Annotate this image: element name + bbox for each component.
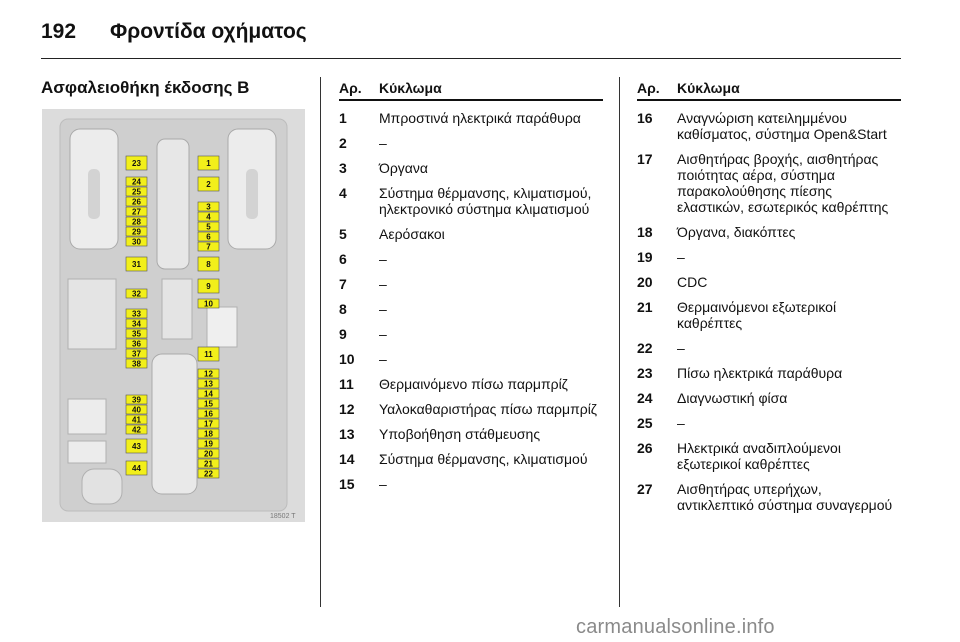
fuse-number: 5 [339,226,347,242]
connector-right-slot [246,169,258,219]
table-row [339,226,603,242]
table-row [637,274,901,290]
fuse-label: 5 [206,222,211,232]
column-divider-1 [320,77,321,607]
fuse-label: 28 [132,217,141,227]
fuse-circuit: – [379,301,387,317]
fuse-number: 4 [339,185,347,201]
fuse-label: 2 [206,180,211,189]
fuse-label: 17 [204,419,213,429]
fuse-label: 42 [132,425,141,435]
fuse-number: 19 [637,249,653,265]
fuse-number: 13 [339,426,355,442]
fuse-circuit: Αερόσακοι [379,226,445,242]
fuses-left-column [126,156,147,475]
table-row [339,160,603,176]
fuse-label: 25 [132,187,141,197]
table-row [339,451,603,467]
page-number: 192 [41,20,77,43]
cable-bundle [82,469,122,504]
fuse-number: 17 [637,151,653,167]
fuse-label: 15 [204,399,213,409]
fuse-box-svg [42,109,305,522]
fuse-label: 37 [132,349,141,359]
fuse-number: 22 [637,340,653,356]
fuse-label: 11 [204,350,213,359]
fuse-label: 19 [204,439,213,449]
table-row [637,340,901,356]
header-circuit: Κύκλωμα [379,80,442,96]
header-number: Αρ. [339,80,362,96]
fuse-number: 24 [637,390,653,406]
connector-center [157,139,189,269]
table-row [339,326,603,342]
fuse-label: 29 [132,227,141,237]
relay-block-left [68,279,116,349]
table-row [637,440,901,472]
fuse-circuit: – [379,251,387,267]
relay-lower-left-2 [68,441,106,463]
fuse-label: 27 [132,207,141,217]
page-title: Φροντίδα οχήματος [110,20,307,43]
fuse-number: 3 [339,160,347,176]
fuse-table-left [339,80,603,492]
top-rule [41,58,901,59]
fuse-number: 8 [339,301,347,317]
table-row [339,251,603,267]
fuse-number: 26 [637,440,653,456]
fuse-label: 20 [204,449,213,459]
fuse-label: 32 [132,289,141,299]
table-header [637,80,901,101]
table-row [339,135,603,151]
fuse-number: 11 [339,376,354,392]
table-header [339,80,603,101]
fuse-number: 9 [339,326,347,342]
table-row [339,276,603,292]
fuse-circuit: Διαγνωστική φίσα [677,390,788,406]
fuse-circuit: Πίσω ηλεκτρικά παράθυρα [677,365,843,381]
fuse-label: 31 [132,260,141,269]
column-divider-2 [619,77,620,607]
fuse-circuit: – [677,415,685,431]
table-row [637,415,901,431]
diagram-ref-code: 18502 T [270,513,296,520]
table-row [637,365,901,381]
fuse-label: 7 [206,242,211,252]
connector-left-slot [88,169,100,219]
fuse-label: 38 [132,359,141,369]
watermark: carmanualsonline.info [576,616,775,638]
fuse-circuit: – [379,326,387,342]
table-row [637,390,901,406]
fuse-label: 44 [132,464,141,473]
fuse-label: 4 [206,212,211,222]
fuse-label: 14 [204,389,213,399]
fuse-label: 36 [132,339,141,349]
fuse-circuit: Αισθητήρας υπερήχων, αντικλεπτικό σύστημα συναγερμού [677,481,893,513]
header-circuit: Κύκλωμα [677,80,740,96]
fuse-circuit: Υαλοκαθαριστήρας πίσω παρμπρίζ [379,401,597,417]
fuse-number: 23 [637,365,653,381]
fuse-label: 6 [206,232,211,242]
header-number: Αρ. [637,80,660,96]
fuse-label: 40 [132,405,141,415]
fuse-label: 23 [132,159,141,168]
table-row [637,299,901,331]
fuse-circuit: Αναγνώριση κατειλημμένου καθίσματος, σύστημα Open&Start [677,110,887,142]
fuse-circuit: Θερμαινόμενοι εξωτερικοί καθρέπτες [677,299,837,331]
relay-lower-left-1 [68,399,106,434]
fuse-label: 12 [204,369,213,379]
fuse-number: 10 [339,351,355,367]
fuse-circuit: Σύστημα θέρμανσης, κλιματισμού [379,451,588,467]
fuse-number: 16 [637,110,653,126]
fuse-label: 13 [204,379,213,389]
fuse-box-diagram [42,109,305,522]
fuse-number: 18 [637,224,653,240]
fuse-label: 1 [206,159,211,168]
fuse-label: 10 [204,299,213,309]
table-row [339,110,603,126]
table-row [339,301,603,317]
fuse-circuit: Μπροστινά ηλεκτρικά παράθυρα [379,110,581,126]
fuse-number: 27 [637,481,653,497]
table-body-right [637,110,901,513]
fuse-circuit: Αισθητήρας βροχής, αισθητήρας ποιότητας αέρα, σύστημα παρακολούθησης πίεσης ελαστικών, εσωτερικός καθρέπτης [677,151,889,215]
fuse-label: 26 [132,197,141,207]
fuse-circuit: Σύστημα θέρμανσης, κλιματισμού, ηλεκτρονικό σύστημα κλιματισμού [379,185,592,217]
table-row [339,401,603,417]
fuse-label: 43 [132,442,141,451]
fuse-circuit: Όργανα, διακόπτες [677,224,796,240]
fuse-number: 21 [637,299,653,315]
table-row [637,224,901,240]
fuse-circuit: – [379,351,387,367]
relay-block-mid [162,279,192,339]
fuse-number: 1 [339,110,347,126]
section-title: Ασφαλειοθήκη έκδοσης B [41,78,250,97]
fuse-circuit: – [379,135,387,151]
fuse-circuit: – [379,276,387,292]
table-row [339,376,603,392]
fuse-circuit: Όργανα [379,160,428,176]
table-row [339,476,603,492]
table-row [637,110,901,142]
fuse-label: 22 [204,469,213,479]
fuse-circuit: Ηλεκτρικά αναδιπλούμενοι εξωτερικοί καθρέπτες [677,440,841,472]
table-row [637,249,901,265]
fuse-number: 20 [637,274,653,290]
fuse-number: 25 [637,415,653,431]
table-row [637,151,901,215]
fuse-circuit: – [379,476,387,492]
fuse-label: 21 [204,459,213,469]
fuse-circuit: Υποβοήθηση στάθμευσης [379,426,541,442]
fuse-circuit: Θερμαινόμενο πίσω παρμπρίζ [379,376,568,392]
fuse-number: 7 [339,276,347,292]
fuse-number: 2 [339,135,347,151]
fuse-number: 14 [339,451,355,467]
fuse-label: 8 [206,260,211,269]
relay-block-right [207,307,237,347]
table-row [339,426,603,442]
fuse-table-right [637,80,901,513]
fuse-circuit: – [677,249,685,265]
table-row [339,185,603,217]
fuse-label: 3 [206,202,211,212]
fuse-circuit: CDC [677,274,708,290]
table-row [637,481,901,513]
connector-lower-center [152,354,197,494]
fuse-label: 30 [132,237,141,247]
fuse-label: 41 [132,415,141,425]
table-row [339,351,603,367]
fuse-number: 6 [339,251,347,267]
fuse-label: 18 [204,429,213,439]
fuse-number: 15 [339,476,355,492]
fuse-label: 34 [132,319,141,329]
fuse-label: 33 [132,309,141,319]
fuse-number: 12 [339,401,355,417]
fuse-label: 9 [206,282,211,291]
table-body-left [339,110,603,492]
fuse-label: 35 [132,329,141,339]
fuse-label: 16 [204,409,213,419]
fuse-label: 24 [132,177,141,187]
fuse-circuit: – [677,340,685,356]
fuse-label: 39 [132,395,141,405]
